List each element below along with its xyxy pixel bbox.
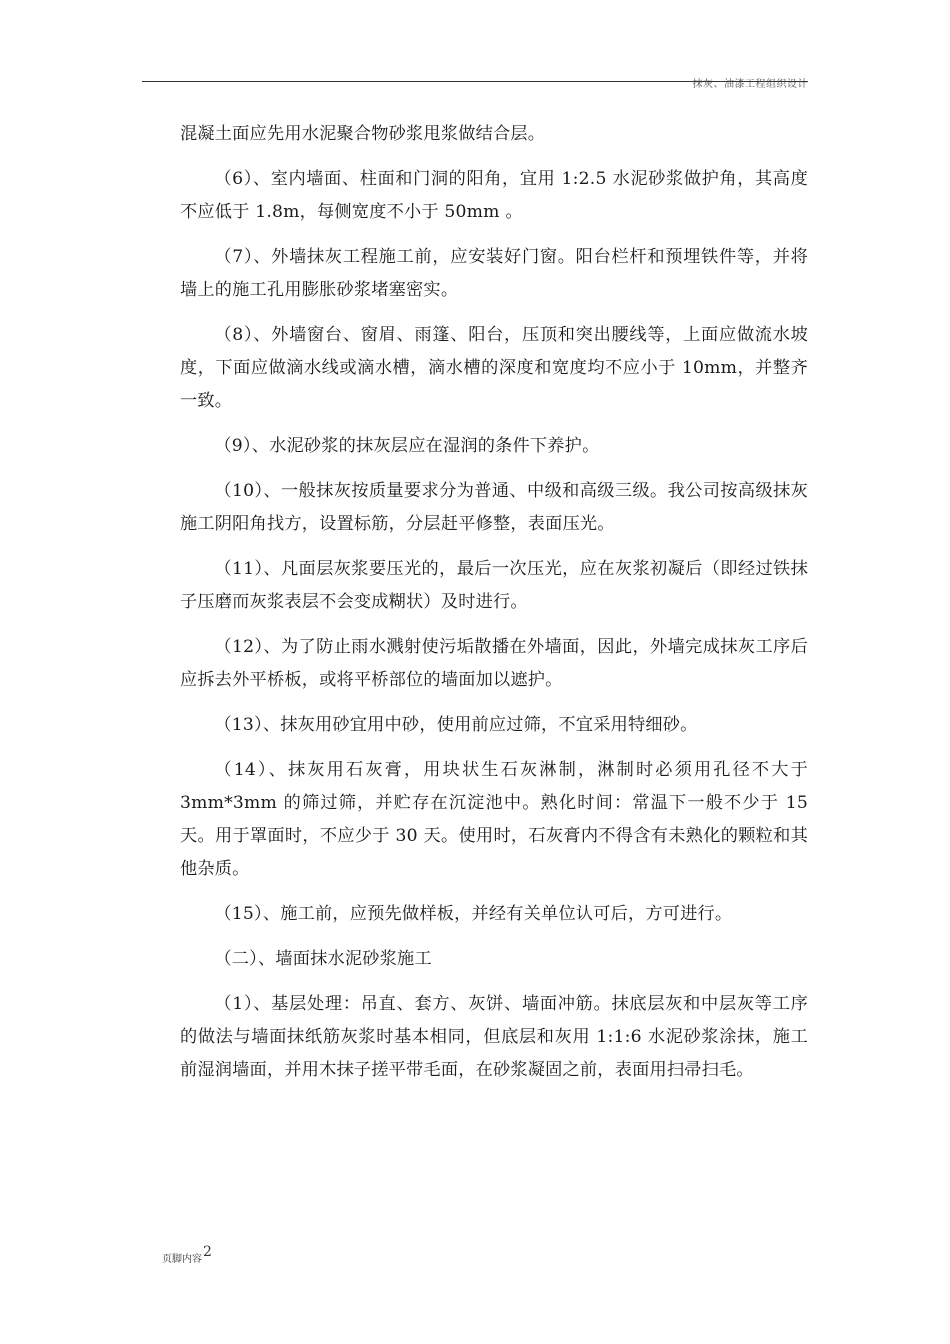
header-rule — [142, 81, 808, 82]
paragraph-item-9: （9）、水泥砂浆的抹灰层应在湿润的条件下养护。 — [214, 436, 600, 456]
running-header: 抹灰、油漆工程组织设计 — [692, 79, 808, 90]
page-number: 2 — [203, 1244, 212, 1260]
document-body — [180, 118, 808, 1099]
paragraph-item-7: （7）、外墙抹灰工程施工前，应安装好门窗。阳台栏杆和预埋铁件等，并将墙上的施工孔用膨胀砂浆堵塞密实。 — [180, 247, 808, 300]
paragraph-item-12: （12）、为了防止雨水溅射使污垢散播在外墙面，因此，外墙完成抹灰工序后应拆去外平桥板，或将平桥部位的墙面加以遮护。 — [180, 637, 808, 690]
paragraph-item-13: （13）、抹灰用砂宜用中砂，使用前应过筛，不宜采用特细砂。 — [214, 715, 698, 735]
paragraph-item-6: （6）、室内墙面、柱面和门洞的阳角，宜用 1:2.5 水泥砂浆做护角，其高度不应低于 1.8m，每侧宽度不小于 50mm 。 — [180, 169, 808, 222]
paragraph-item-14: （14）、抹灰用石灰膏，用块状生石灰淋制，淋制时必须用孔径不大于 3mm*3mm 的筛过筛，并贮存在沉淀池中。熟化时间：常温下一般不少于 15 天。用于罩面时，不应少于 30 天。使用时，石灰膏内不得含有未熟化的颗粒和其他杂质。 — [180, 760, 808, 879]
section-heading: （二）、墙面抹水泥砂浆施工 — [214, 949, 432, 969]
page-footer — [162, 1244, 212, 1266]
paragraph-sub-item-1: （1）、基层处理：吊直、套方、灰饼、墙面冲筋。抹底层灰和中层灰等工序的做法与墙面抹纸筋灰浆时基本相同，但底层和灰用 1:1:6 水泥砂浆涂抹，施工前湿润墙面，并用木抹子搓平带毛面，在砂浆凝固之前，表面用扫帚扫毛。 — [180, 994, 808, 1080]
paragraph-item-10: （10）、一般抹灰按质量要求分为普通、中级和高级三级。我公司按高级抹灰施工阴阳角找方，设置标筋，分层赶平修整，表面压光。 — [180, 481, 808, 534]
paragraph-item-11: （11）、凡面层灰浆要压光的，最后一次压光，应在灰浆初凝后（即经过铁抹子压磨而灰浆表层不会变成糊状）及时进行。 — [180, 559, 808, 612]
paragraph-item-8: （8）、外墙窗台、窗眉、雨篷、阳台，压顶和突出腰线等，上面应做流水坡度，下面应做滴水线或滴水槽，滴水槽的深度和宽度均不应小于 10mm，并整齐一致。 — [180, 325, 808, 411]
footer-label: 页脚内容 — [162, 1254, 202, 1265]
paragraph-item-15: （15）、施工前，应预先做样板，并经有关单位认可后，方可进行。 — [214, 904, 733, 924]
paragraph-continuation: 混凝土面应先用水泥聚合物砂浆甩浆做结合层。 — [180, 124, 546, 144]
